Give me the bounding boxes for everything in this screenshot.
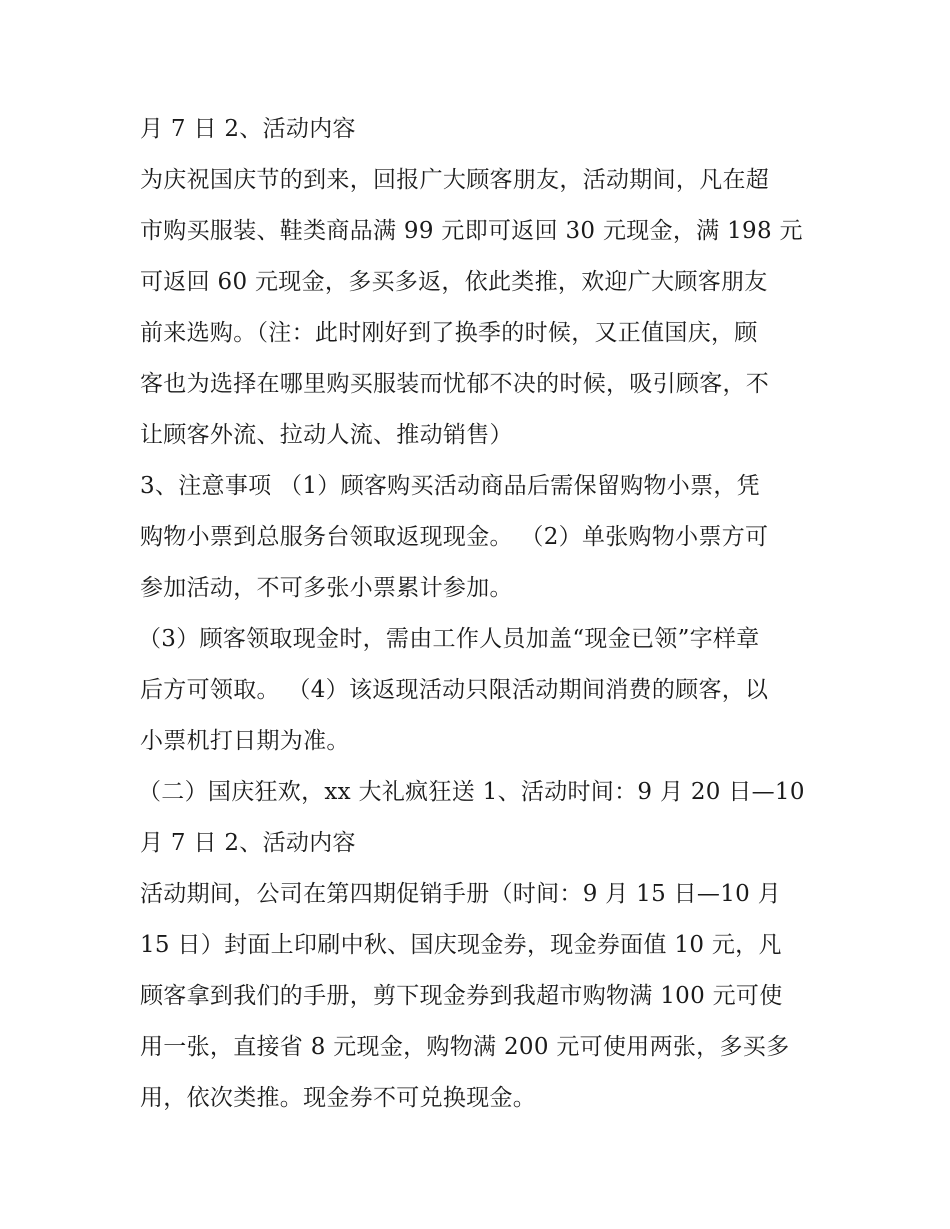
text-line-14: （二）国庆狂欢，xx 大礼疯狂送 1、活动时间：9 月 20 日—10 [138,779,805,805]
text-line-5: 前来选购。（注：此时刚好到了换季的时候，又正值国庆，顾 [140,320,758,346]
text-line-13: 小票机打日期为准。 [140,728,350,754]
text-line-18: 顾客拿到我们的手册，剪下现金券到我超市购物满 100 元可使 [140,983,783,1009]
text-line-8: 3、注意事项 （1）顾客购买活动商品后需保留购物小票，凭 [140,473,760,499]
text-line-9: 购物小票到总服务台领取返现现金。 （2）单张购物小票方可 [140,524,769,550]
text-line-3: 市购买服装、鞋类商品满 99 元即可返回 30 元现金，满 198 元 [140,218,803,244]
text-line-1: 月 7 日 2、活动内容 [140,116,356,142]
text-line-12: 后方可领取。 （4）该返现活动只限活动期间消费的顾客，以 [140,677,769,703]
text-line-7: 让顾客外流、拉动人流、推动销售） [140,422,513,448]
text-line-15: 月 7 日 2、活动内容 [140,830,356,856]
text-line-11: （3）顾客领取现金时，需由工作人员加盖“现金已领”字样章 [138,626,760,652]
text-line-4: 可返回 60 元现金，多买多返，依此类推，欢迎广大顾客朋友 [140,269,768,295]
text-line-19: 用一张，直接省 8 元现金，购物满 200 元可使用两张，多买多 [140,1034,790,1060]
text-line-16: 活动期间，公司在第四期促销手册（时间：9 月 15 日—10 月 [140,881,782,907]
text-line-6: 客也为选择在哪里购买服装而忧郁不决的时候，吸引顾客，不 [140,371,770,397]
text-line-20: 用，依次类推。现金券不可兑换现金。 [140,1085,537,1111]
text-line-10: 参加活动，不可多张小票累计参加。 [140,575,513,601]
text-line-17: 15 日）封面上印刷中秋、国庆现金券，现金券面值 10 元，凡 [140,932,782,958]
text-line-2: 为庆祝国庆节的到来，回报广大顾客朋友，活动期间，凡在超 [140,167,770,193]
